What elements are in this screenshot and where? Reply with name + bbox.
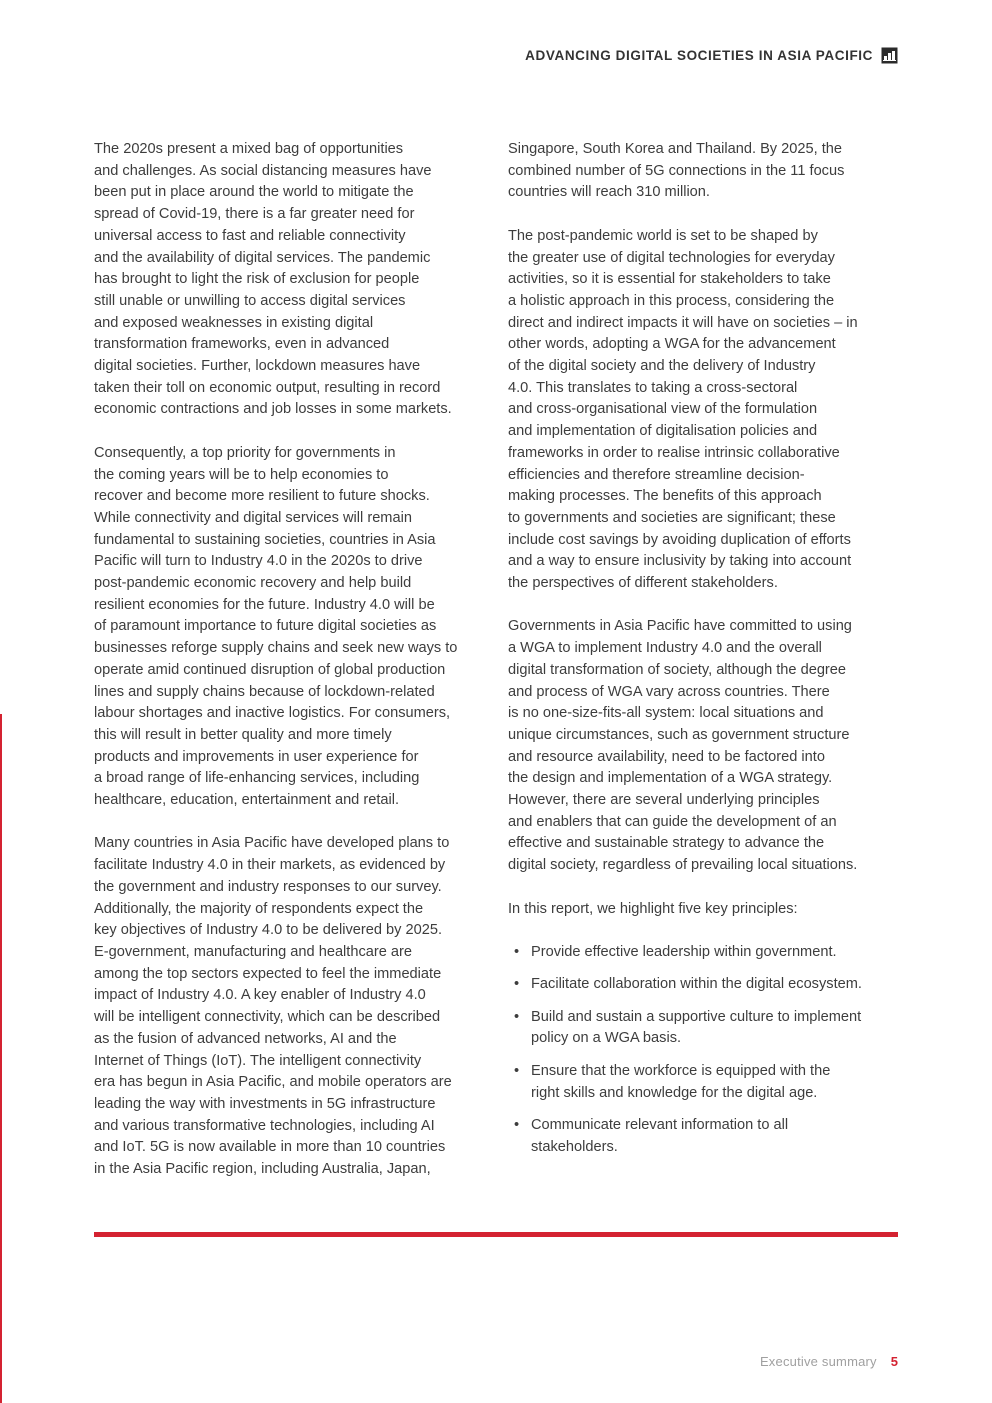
text-line: digital societies. Further, lockdown measures have xyxy=(94,358,421,375)
text-line: a broad range of life-enhancing services, including xyxy=(94,770,420,787)
list-item xyxy=(508,974,900,996)
page-number: 5 xyxy=(890,1354,898,1369)
list-item xyxy=(508,1115,900,1158)
paragraph xyxy=(94,443,490,812)
list-item xyxy=(508,1061,900,1104)
text-line: of paramount importance to future digital societies as xyxy=(94,618,437,635)
text-line: Additionally, the majority of respondents expect the xyxy=(94,900,424,917)
list-item-text: Provide effective leadership within government. xyxy=(531,943,837,960)
bullet-icon: • xyxy=(514,976,520,993)
text-line: 4.0. This translates to taking a cross-sectoral xyxy=(508,379,798,396)
text-line: of the digital society and the delivery of Industry xyxy=(508,358,816,375)
text-line: and resource availability, need to be factored into xyxy=(508,748,825,765)
list-item-text: right skills and knowledge for the digital age. xyxy=(531,1084,818,1101)
section-divider xyxy=(94,1232,898,1237)
text-line: the government and industry responses to our survey. xyxy=(94,878,442,895)
bullet-icon: • xyxy=(514,943,520,960)
list-item-text: Ensure that the workforce is equipped with the xyxy=(531,1062,831,1079)
text-line: Governments in Asia Pacific have committed to using xyxy=(508,618,852,635)
text-line: effective and sustainable strategy to advance the xyxy=(508,835,825,852)
report-icon xyxy=(881,47,898,64)
text-line: and enablers that can guide the development of an xyxy=(508,813,837,830)
text-line: E-government, manufacturing and healthcare are xyxy=(94,943,413,960)
text-line: In this report, we highlight five key principles: xyxy=(508,900,798,917)
text-line: to governments and societies are significant; these xyxy=(508,509,836,526)
page-header xyxy=(525,47,898,64)
paragraph xyxy=(508,616,900,876)
text-line: era has begun in Asia Pacific, and mobile operators are xyxy=(94,1074,452,1091)
text-line: labour shortages and inactive logistics. For consumers, xyxy=(94,705,451,722)
text-line: resilient economies for the future. Industry 4.0 will be xyxy=(94,596,435,613)
text-line: efficiencies and therefore streamline decision- xyxy=(508,466,805,483)
page-footer xyxy=(760,1354,898,1369)
text-line: and process of WGA vary across countries. There xyxy=(508,683,830,700)
text-line: Internet of Things (IoT). The intelligent connectivity xyxy=(94,1052,422,1069)
text-line: the design and implementation of a WGA strategy. xyxy=(508,770,833,787)
text-line: key objectives of Industry 4.0 to be delivered by 2025. xyxy=(94,922,443,939)
text-line: fundamental to sustaining societies, countries in Asia xyxy=(94,531,436,548)
text-line: While connectivity and digital services will remain xyxy=(94,509,412,526)
key-principles-list xyxy=(508,942,900,1158)
text-line: recover and become more resilient to future shocks. xyxy=(94,488,430,505)
page-edge-accent xyxy=(0,714,2,1403)
text-line: has brought to light the risk of exclusion for people xyxy=(94,271,420,288)
paragraph xyxy=(94,833,490,1180)
text-line: and cross-organisational view of the formulation xyxy=(508,401,818,418)
footer-section-label: Executive summary xyxy=(759,1354,877,1369)
text-line: Consequently, a top priority for governments in xyxy=(94,444,396,461)
paragraph xyxy=(508,899,900,921)
paragraph xyxy=(508,226,900,595)
text-line: Pacific will turn to Industry 4.0 in the 2020s to drive xyxy=(94,553,423,570)
bullet-icon: • xyxy=(514,1116,520,1133)
text-line: operate amid continued disruption of global production xyxy=(94,661,446,678)
text-line: been put in place around the world to mitigate the xyxy=(94,184,414,201)
text-line: the coming years will be to help economies to xyxy=(94,466,389,483)
paragraph xyxy=(508,139,900,204)
list-item-text: Communicate relevant information to all xyxy=(531,1116,789,1133)
text-line: the perspectives of different stakeholders. xyxy=(508,575,778,592)
left-column xyxy=(94,139,490,1202)
text-line: leading the way with investments in 5G infrastructure xyxy=(94,1095,436,1112)
text-line: products and improvements in user experience for xyxy=(94,748,419,765)
text-line: healthcare, education, entertainment and retail. xyxy=(94,792,400,809)
text-line: taken their toll on economic output, resulting in record xyxy=(94,379,441,396)
text-line: and the availability of digital services. The pandemic xyxy=(94,249,431,266)
text-line: facilitate Industry 4.0 in their markets, as evidenced by xyxy=(94,857,446,874)
text-line: unique circumstances, such as government structure xyxy=(508,726,850,743)
text-line: digital transformation of society, although the degree xyxy=(508,661,847,678)
text-line: frameworks in order to realise intrinsic collaborative xyxy=(508,444,840,461)
text-line: this will result in better quality and more timely xyxy=(94,726,392,743)
text-line: direct and indirect impacts it will have on societies – in xyxy=(508,314,858,331)
text-line: will be intelligent connectivity, which can be described xyxy=(94,1009,441,1026)
text-line: digital society, regardless of prevailing local situations. xyxy=(508,857,858,874)
text-line: Singapore, South Korea and Thailand. By 2025, the xyxy=(508,141,843,157)
text-line: the greater use of digital technologies for everyday xyxy=(508,249,835,266)
text-line: impact of Industry 4.0. A key enabler of Industry 4.0 xyxy=(94,987,426,1004)
text-line: The post-pandemic world is set to be shaped by xyxy=(508,227,818,244)
text-line: transformation frameworks, even in advanced xyxy=(94,336,390,353)
text-line: and implementation of digitalisation policies and xyxy=(508,423,818,440)
text-line: include cost savings by avoiding duplication of efforts xyxy=(508,531,851,548)
right-column xyxy=(508,139,900,1169)
list-item-text: stakeholders. xyxy=(531,1138,618,1155)
text-line: and various transformative technologies, including AI xyxy=(94,1117,435,1134)
list-item-text: Build and sustain a supportive culture to implement xyxy=(531,1008,862,1025)
running-header-title: ADVANCING DIGITAL SOCIETIES IN ASIA PACIFIC xyxy=(525,48,873,63)
bullet-icon: • xyxy=(514,1062,520,1079)
text-line: a holistic approach in this process, considering the xyxy=(508,292,835,309)
text-line: is no one-size-fits-all system: local situations and xyxy=(508,705,824,722)
text-line: still unable or unwilling to access digital services xyxy=(94,292,406,309)
text-line: in the Asia Pacific region, including Australia, Japan, xyxy=(94,1161,431,1178)
text-line: and IoT. 5G is now available in more than 10 countries xyxy=(94,1139,446,1156)
list-item xyxy=(508,942,900,964)
text-line: as the fusion of advanced networks, AI and the xyxy=(94,1030,397,1047)
text-line: among the top sectors expected to feel the immediate xyxy=(94,965,442,982)
text-line: However, there are several underlying principles xyxy=(508,792,820,809)
text-line: activities, so it is essential for stakeholders to take xyxy=(508,271,831,288)
text-line: and challenges. As social distancing measures have xyxy=(94,162,432,179)
text-line: Many countries in Asia Pacific have developed plans to xyxy=(94,835,450,852)
text-line: combined number of 5G connections in the 11 focus xyxy=(508,162,845,179)
text-line: a WGA to implement Industry 4.0 and the overall xyxy=(508,640,822,657)
text-line: universal access to fast and reliable connectivity xyxy=(94,227,406,244)
text-line: and a way to ensure inclusivity by taking into account xyxy=(508,553,852,570)
text-line: lines and supply chains because of lockdown-related xyxy=(94,683,435,700)
text-line: spread of Covid-19, there is a far greater need for xyxy=(94,206,415,223)
bullet-icon: • xyxy=(514,1008,520,1025)
text-line: other words, adopting a WGA for the advancement xyxy=(508,336,836,353)
text-line: post-pandemic economic recovery and help build xyxy=(94,575,412,592)
list-item-text: policy on a WGA basis. xyxy=(531,1030,682,1047)
text-line: economic contractions and job losses in some markets. xyxy=(94,401,452,418)
text-line: and exposed weaknesses in existing digital xyxy=(94,314,374,331)
text-line: making processes. The benefits of this approach xyxy=(508,488,822,505)
list-item xyxy=(508,1007,900,1050)
text-line: businesses reforge supply chains and seek new ways to xyxy=(94,640,458,657)
text-line: countries will reach 310 million. xyxy=(508,184,710,201)
paragraph xyxy=(94,139,490,421)
text-line: The 2020s present a mixed bag of opportunities xyxy=(94,141,404,157)
list-item-text: Facilitate collaboration within the digital ecosystem. xyxy=(531,976,862,993)
